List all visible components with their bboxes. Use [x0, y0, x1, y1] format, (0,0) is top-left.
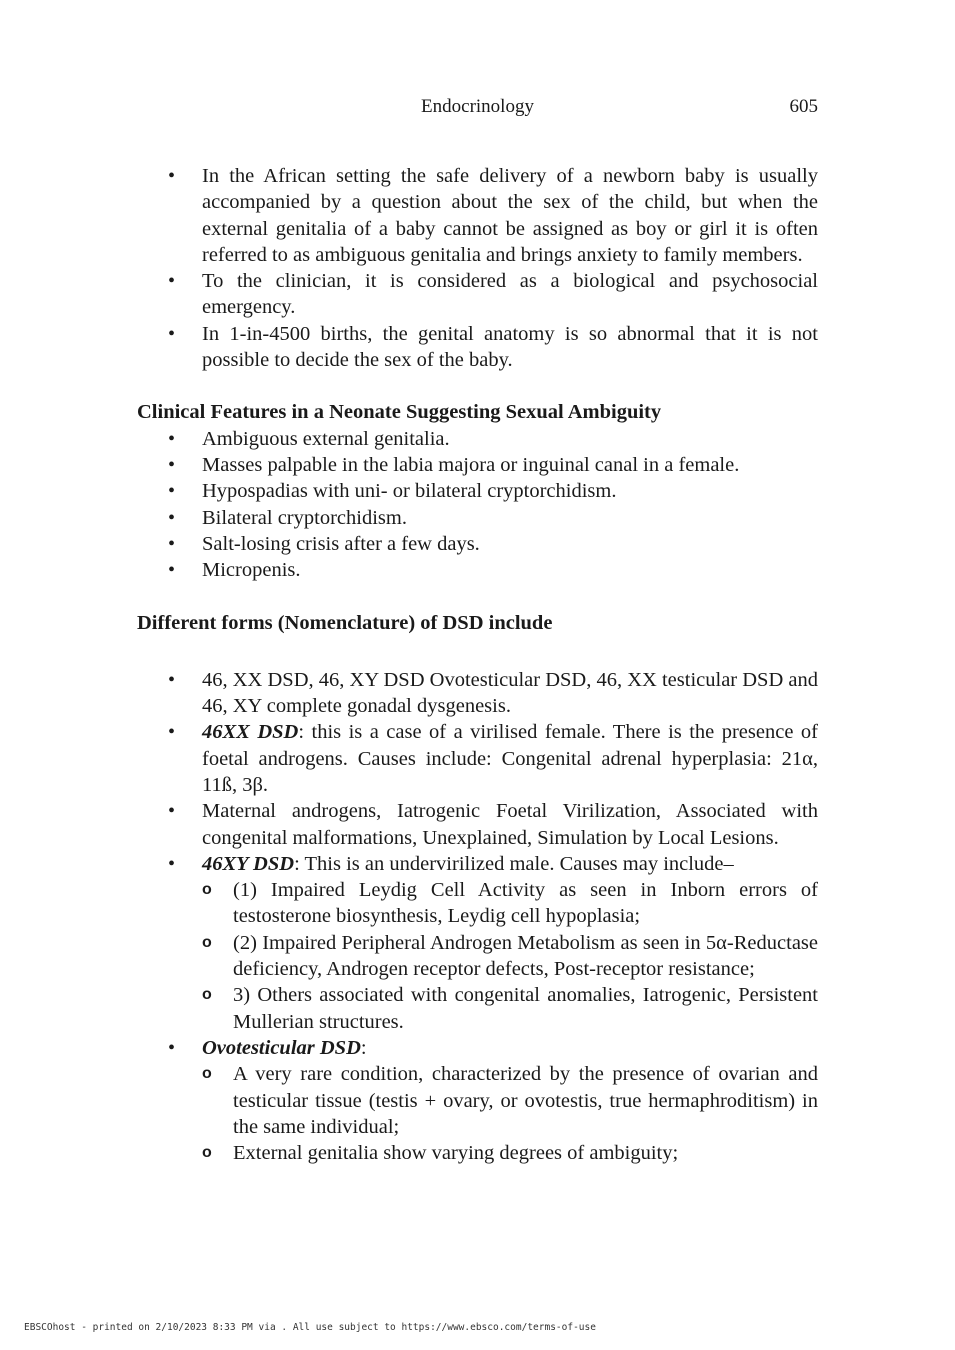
intro-bullet-list	[137, 163, 818, 373]
clinical-features-list	[137, 426, 818, 584]
list-item: • In 1-in-4500 births, the genital anatomy is so abnormal that it is not possible to decide the sex of the baby.	[137, 321, 818, 374]
dsd-forms-list	[137, 667, 818, 1167]
print-footer: EBSCOhost - printed on 2/10/2023 8:33 PM via . All use subject to https://www.ebsco.com/terms-of-use	[24, 1322, 596, 1333]
list-item: • Bilateral cryptorchidism.	[137, 505, 818, 531]
sub-list-ovotesticular	[202, 1061, 818, 1166]
list-item: • Masses palpable in the labia majora or inguinal canal in a female.	[137, 452, 818, 478]
sub-list-item: o External genitalia show varying degrees of ambiguity;	[202, 1140, 818, 1166]
page-body	[137, 163, 818, 1166]
list-item	[137, 851, 818, 1035]
term-description: :	[360, 1036, 367, 1059]
term-46xx-dsd: 46XX DSD	[202, 721, 299, 744]
list-item: • Ambiguous external genitalia.	[137, 426, 818, 452]
list-item	[137, 719, 818, 798]
term-description: : This is an undervirilized male. Causes may include–	[294, 852, 734, 875]
list-item: • To the clinician, it is considered as a biological and psychosocial emergency.	[137, 268, 818, 321]
page-header	[0, 96, 955, 120]
running-header-title: Endocrinology	[421, 96, 534, 117]
list-item	[137, 1035, 818, 1166]
list-item: • Salt-losing crisis after a few days.	[137, 531, 818, 557]
list-item: • In the African setting the safe delivery of a newborn baby is usually accompanied by a question about the sex of the child, but when the external genitalia of a baby cannot be assigned as boy or girl it is often referred to as ambiguous genitalia and brings anxiety to family members.	[137, 163, 818, 268]
list-item: • Micropenis.	[137, 557, 818, 583]
term-ovotesticular-dsd: Ovotesticular DSD	[202, 1036, 361, 1059]
list-item: • 46, XX DSD, 46, XY DSD Ovotesticular DSD, 46, XX testicular DSD and 46, XY complete gonadal dysgenesis.	[137, 667, 818, 720]
sub-list-item: o 3) Others associated with congenital anomalies, Iatrogenic, Persistent Mullerian structures.	[202, 982, 818, 1035]
section-heading-clinical-features: Clinical Features in a Neonate Suggesting Sexual Ambiguity	[137, 401, 662, 424]
list-item: • Maternal androgens, Iatrogenic Foetal Virilization, Associated with congenital malformations, Unexplained, Simulation by Local Lesions.	[137, 798, 818, 851]
sub-list-item: o A very rare condition, characterized by the presence of ovarian and testicular tissue (testis + ovary, or ovotestis, true hermaphroditism) in the same individual;	[202, 1061, 818, 1140]
sub-list-46xy	[202, 877, 818, 1035]
sub-list-item: o (1) Impaired Leydig Cell Activity as seen in Inborn errors of testosterone biosynthesis, Leydig cell hypoplasia;	[202, 877, 818, 930]
page-number: 605	[789, 96, 818, 117]
term-description: : this is a case of a virilised female. There is the presence of foetal androgens. Causes include: Congenital adrenal hyperplasia: 21α, 11ß, 3β.	[202, 721, 818, 796]
term-46xy-dsd: 46XY DSD	[202, 852, 295, 875]
sub-list-item: o (2) Impaired Peripheral Androgen Metabolism as seen in 5α-Reductase deficiency, Androgen receptor defects, Post-receptor resistance;	[202, 930, 818, 983]
list-item: • Hypospadias with uni- or bilateral cryptorchidism.	[137, 478, 818, 504]
section-heading-dsd-forms: Different forms (Nomenclature) of DSD include	[137, 612, 553, 635]
